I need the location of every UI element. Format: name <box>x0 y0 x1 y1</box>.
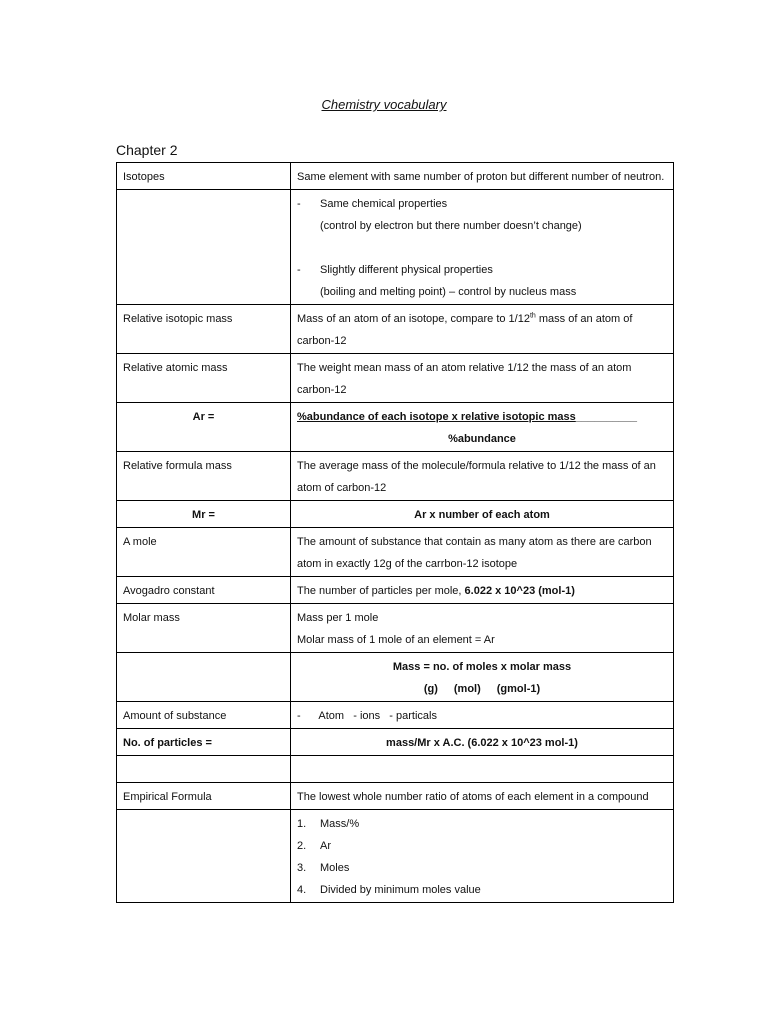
table-row <box>117 577 674 604</box>
spacer <box>297 237 667 259</box>
table-row <box>117 810 674 903</box>
formula-line: Mass = no. of moles x molar mass <box>392 661 572 673</box>
term-cell: Avogadro constant <box>117 577 291 604</box>
unit-label: (gmol-1) <box>496 683 541 695</box>
definition-cell <box>291 653 674 702</box>
definition-cell: The lowest whole number ratio of atoms of each element in a compound <box>291 783 674 810</box>
note-subtext: (boiling and melting point) – control by nucleus mass <box>320 286 577 298</box>
table-row <box>117 702 674 729</box>
table-row <box>117 783 674 810</box>
term-cell: Relative formula mass <box>117 452 291 501</box>
numerator-text: %abundance of each isotope x relative isotopic mass <box>297 411 576 423</box>
definition-cell: - Atom - ions - particals <box>291 702 674 729</box>
table-row <box>117 163 674 190</box>
formula-numerator <box>297 406 667 428</box>
table-row <box>117 653 674 702</box>
definition-cell <box>291 190 674 305</box>
step-text: Ar <box>320 840 331 852</box>
unit-label: (g) <box>423 683 438 695</box>
step-number: 3. <box>297 862 307 874</box>
bullet-dash: - <box>297 198 301 210</box>
term-cell <box>117 810 291 903</box>
list-item <box>297 857 667 879</box>
term-cell <box>117 190 291 305</box>
step-text: Moles <box>320 862 350 874</box>
chapter-heading: Chapter 2 <box>116 142 178 158</box>
definition-cell: mass/Mr x A.C. (6.022 x 10^23 mol-1) <box>291 729 674 756</box>
definition-cell: The amount of substance that contain as many atom as there are carbon atom in exactly 12g of the carrbon-12 isotope <box>291 528 674 577</box>
table-row <box>117 528 674 577</box>
list-item <box>297 193 667 215</box>
term-cell: Isotopes <box>117 163 291 190</box>
definition-cell <box>291 810 674 903</box>
definition-cell: The weight mean mass of an atom relative 1/12 the mass of an atom carbon-12 <box>291 354 674 403</box>
term-cell: Mr = <box>117 501 291 528</box>
note-subtext: (control by electron but there number doesn’t change) <box>320 220 582 232</box>
definition-cell: Ar x number of each atom <box>291 501 674 528</box>
table-row <box>117 756 674 783</box>
step-number: 4. <box>297 884 307 896</box>
definition-text: mass of an atom of carbon-12 <box>297 313 633 347</box>
definition-cell <box>291 305 674 354</box>
step-text: Mass/% <box>320 818 360 830</box>
definition-cell <box>291 577 674 604</box>
list-item <box>297 259 667 281</box>
superscript: th <box>529 312 536 320</box>
term-cell: Amount of substance <box>117 702 291 729</box>
table-row <box>117 403 674 452</box>
unit-label: (mol) <box>453 683 481 695</box>
step-text: Divided by minimum moles value <box>320 884 481 896</box>
vocabulary-table <box>116 162 674 903</box>
bullet-dash: - <box>297 264 301 276</box>
table-row <box>117 604 674 653</box>
term-cell: Empirical Formula <box>117 783 291 810</box>
term-cell: No. of particles = <box>117 729 291 756</box>
definition-text: The number of particles per mole, <box>297 585 465 597</box>
definition-line: Molar mass of 1 mole of an element = Ar <box>297 634 495 646</box>
term-cell: Ar = <box>117 403 291 452</box>
term-cell <box>117 756 291 783</box>
definition-cell <box>291 756 674 783</box>
term-cell: Relative isotopic mass <box>117 305 291 354</box>
step-number: 2. <box>297 840 307 852</box>
term-cell <box>117 653 291 702</box>
numerator-rule: __________ <box>575 411 637 423</box>
note-text: Slightly different physical properties <box>320 264 493 276</box>
note-text: Same chemical properties <box>320 198 448 210</box>
table-row <box>117 501 674 528</box>
avogadro-value: 6.022 x 10^23 (mol-1) <box>464 585 575 597</box>
term-cell: Relative atomic mass <box>117 354 291 403</box>
definition-cell <box>291 403 674 452</box>
definition-cell <box>291 604 674 653</box>
definition-cell: The average mass of the molecule/formula relative to 1/12 the mass of an atom of carbon-12 <box>291 452 674 501</box>
document-title: Chemistry vocabulary <box>321 97 447 112</box>
list-item <box>297 835 667 857</box>
step-number: 1. <box>297 818 307 830</box>
table-row <box>117 452 674 501</box>
definition-line: Mass per 1 mole <box>297 612 379 624</box>
term-cell: Molar mass <box>117 604 291 653</box>
definition-cell: Same element with same number of proton but different number of neutron. <box>291 163 674 190</box>
table-row <box>117 729 674 756</box>
list-item <box>297 813 667 835</box>
formula-units <box>297 678 667 700</box>
formula-denominator: %abundance <box>448 433 516 445</box>
table-row <box>117 354 674 403</box>
table-row <box>117 190 674 305</box>
list-item <box>297 879 667 901</box>
table-row <box>117 305 674 354</box>
definition-text: Mass of an atom of an isotope, compare to 1/12 <box>297 313 530 325</box>
term-cell: A mole <box>117 528 291 577</box>
